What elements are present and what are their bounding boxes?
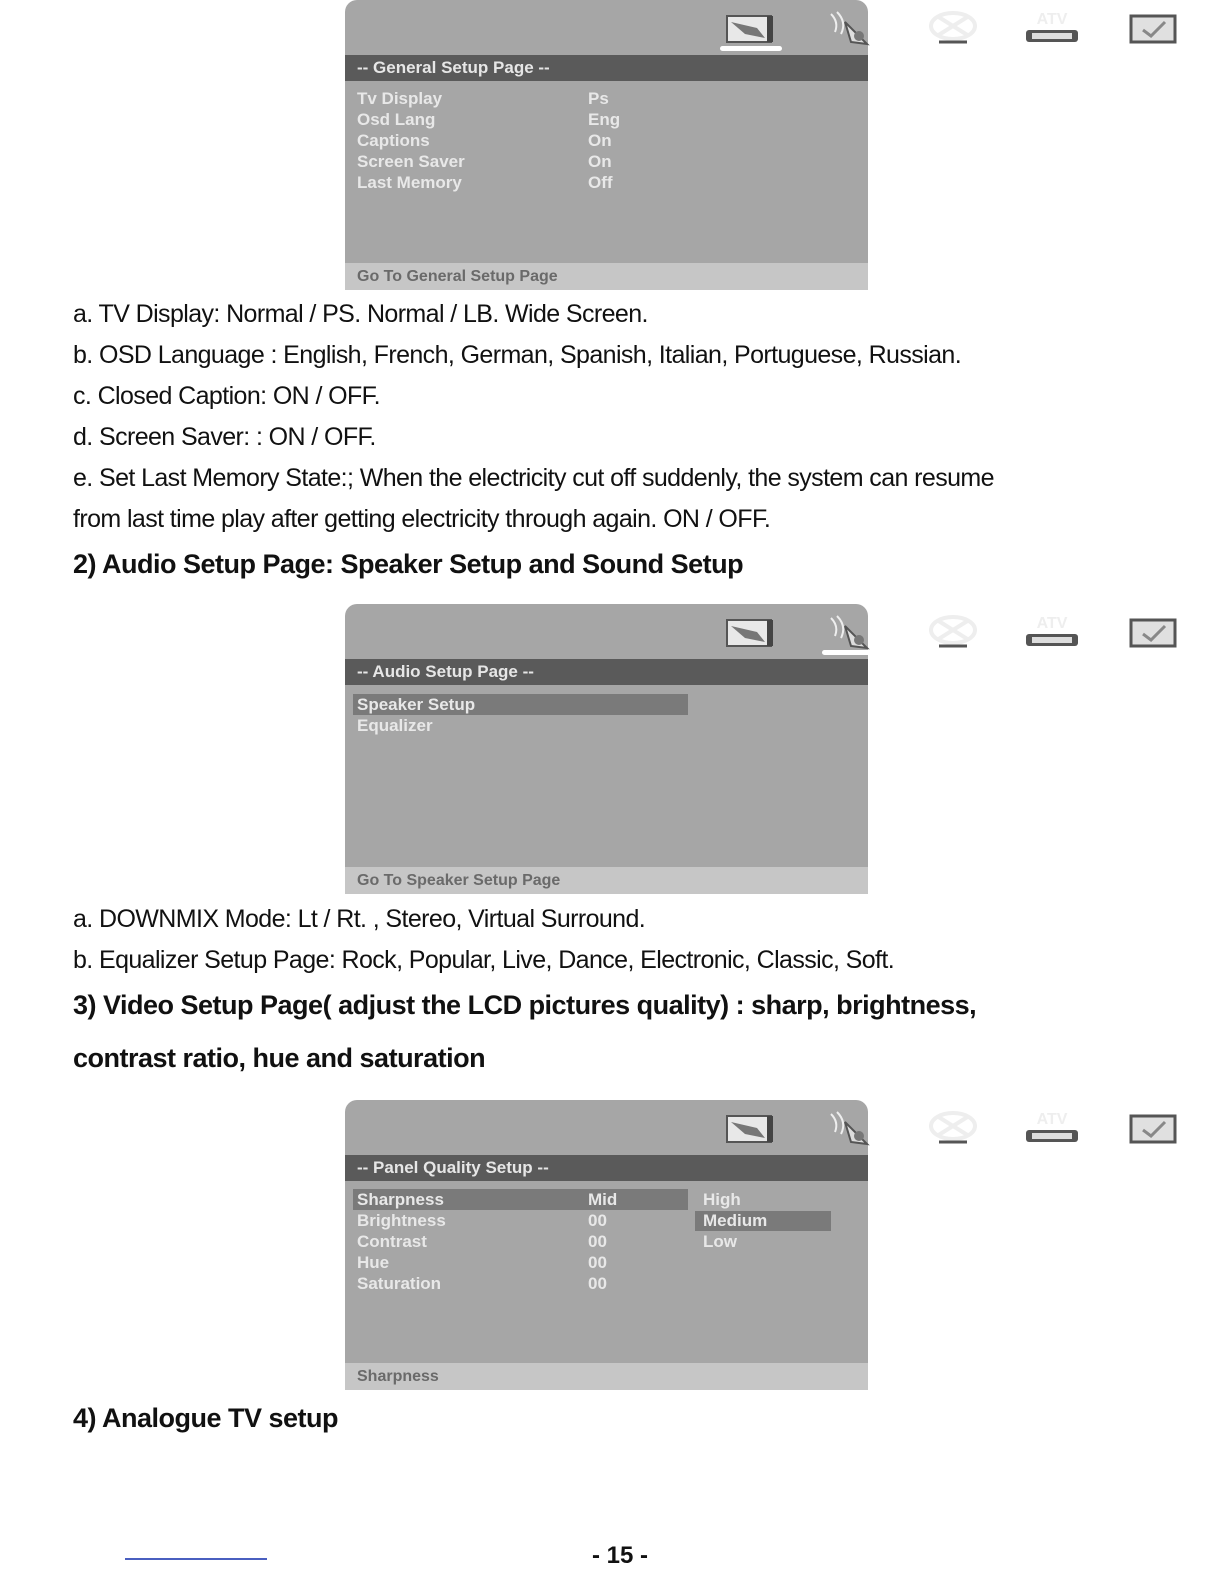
osd-language-description: b. OSD Language : English, French, German, Spanish, Italian, Portuguese, Russian. [73, 341, 962, 369]
row-label: Speaker Setup [357, 695, 476, 714]
option-label: Low [703, 1232, 737, 1251]
row-label: Brightness [357, 1211, 446, 1230]
atv-label: ATV [1036, 1111, 1068, 1128]
panel-quality-osd [345, 1100, 1068, 1390]
selected-tab-indicator [822, 650, 884, 655]
osd-status-footer: Go To General Setup Page [345, 263, 868, 290]
video-setup-icon[interactable] [923, 612, 983, 652]
preference-icon[interactable] [1123, 1108, 1183, 1148]
page-number: - 15 - [591, 1542, 648, 1569]
row-value: On [588, 131, 612, 150]
atv-icon[interactable] [1022, 1108, 1082, 1148]
last-memory-description-cont: from last time play after getting electricity through again. ON / OFF. [73, 505, 771, 533]
row-value: 00 [588, 1274, 607, 1293]
osd-status-footer: Go To Speaker Setup Page [345, 867, 868, 894]
sharpness-options-submenu [695, 1189, 835, 1252]
osd-page-title: -- Panel Quality Setup -- [345, 1155, 868, 1181]
row-value: 00 [588, 1232, 607, 1251]
video-setup-heading: 3) Video Setup Page( adjust the LCD pictures quality) : sharp, brightness, [73, 990, 977, 1020]
option-label: High [703, 1190, 741, 1209]
row-label: Sharpness [357, 1190, 444, 1209]
row-value: Ps [588, 89, 609, 108]
general-setup-icon[interactable] [721, 8, 781, 48]
audio-setup-icon[interactable] [823, 8, 883, 48]
osd-icon-bar [345, 1100, 1068, 1155]
row-label: Tv Display [357, 89, 443, 108]
osd-menu-row[interactable] [345, 172, 868, 193]
tv-display-description: a. TV Display: Normal / PS. Normal / LB. Wide Screen. [73, 300, 648, 328]
option-label: Medium [703, 1211, 768, 1230]
atv-icon[interactable] [1022, 612, 1082, 652]
submenu-option[interactable] [695, 1189, 835, 1210]
analogue-tv-heading: 4) Analogue TV setup [73, 1403, 339, 1433]
osd-menu [345, 694, 868, 736]
row-value: Eng [588, 110, 621, 129]
osd-icon-bar [345, 0, 1068, 55]
osd-page-title: -- General Setup Page -- [345, 55, 868, 81]
row-label: Osd Lang [357, 110, 436, 129]
preference-icon[interactable] [1123, 612, 1183, 652]
osd-page-title: -- Audio Setup Page -- [345, 659, 868, 685]
osd-menu-row[interactable] [345, 130, 868, 151]
video-setup-heading-cont: contrast ratio, hue and saturation [73, 1043, 486, 1073]
osd-menu-row[interactable] [345, 1252, 868, 1273]
osd-menu-row-selected[interactable] [345, 694, 868, 715]
submenu-option[interactable] [695, 1231, 835, 1252]
osd-menu-row[interactable] [345, 1273, 868, 1294]
osd-menu-row[interactable] [345, 109, 868, 130]
row-label: Equalizer [357, 716, 433, 735]
video-setup-icon[interactable] [923, 8, 983, 48]
general-setup-osd [345, 0, 1068, 290]
screen-saver-description: d. Screen Saver: : ON / OFF. [73, 423, 376, 451]
submenu-option-selected[interactable] [695, 1210, 835, 1231]
audio-setup-heading: 2) Audio Setup Page: Speaker Setup and Sound Setup [73, 549, 744, 579]
osd-menu-row[interactable] [345, 151, 868, 172]
video-setup-icon[interactable] [923, 1108, 983, 1148]
audio-setup-osd [345, 604, 1068, 894]
downmix-description: a. DOWNMIX Mode: Lt / Rt. , Stereo, Virtual Surround. [73, 905, 646, 933]
row-label: Contrast [357, 1232, 427, 1251]
row-label: Hue [357, 1253, 390, 1272]
osd-icon-bar [345, 604, 1068, 659]
general-setup-icon[interactable] [721, 1108, 781, 1148]
footer-rule [125, 1558, 267, 1560]
row-label: Last Memory [357, 173, 462, 192]
row-value: On [588, 152, 612, 171]
preference-icon[interactable] [1123, 8, 1183, 48]
atv-icon[interactable] [1022, 8, 1082, 48]
row-value: 00 [588, 1253, 607, 1272]
closed-caption-description: c. Closed Caption: ON / OFF. [73, 382, 380, 410]
row-label: Screen Saver [357, 152, 465, 171]
row-value: Mid [588, 1190, 618, 1209]
row-label: Saturation [357, 1274, 442, 1293]
selected-tab-indicator [720, 46, 782, 51]
osd-menu [345, 88, 868, 193]
row-value: Off [588, 173, 613, 192]
osd-menu-row[interactable] [345, 715, 868, 736]
atv-label: ATV [1036, 11, 1068, 28]
row-value: 00 [588, 1211, 607, 1230]
audio-setup-icon[interactable] [823, 612, 883, 652]
selected-tab-indicator [922, 1146, 984, 1151]
atv-label: ATV [1036, 615, 1068, 632]
equalizer-description: b. Equalizer Setup Page: Rock, Popular, Live, Dance, Electronic, Classic, Soft. [73, 946, 895, 974]
last-memory-description: e. Set Last Memory State:; When the electricity cut off suddenly, the system can resume [73, 464, 994, 492]
osd-menu-row[interactable] [345, 88, 868, 109]
row-label: Captions [357, 131, 430, 150]
audio-setup-icon[interactable] [823, 1108, 883, 1148]
general-setup-icon[interactable] [721, 612, 781, 652]
osd-status-footer: Sharpness [345, 1363, 868, 1390]
